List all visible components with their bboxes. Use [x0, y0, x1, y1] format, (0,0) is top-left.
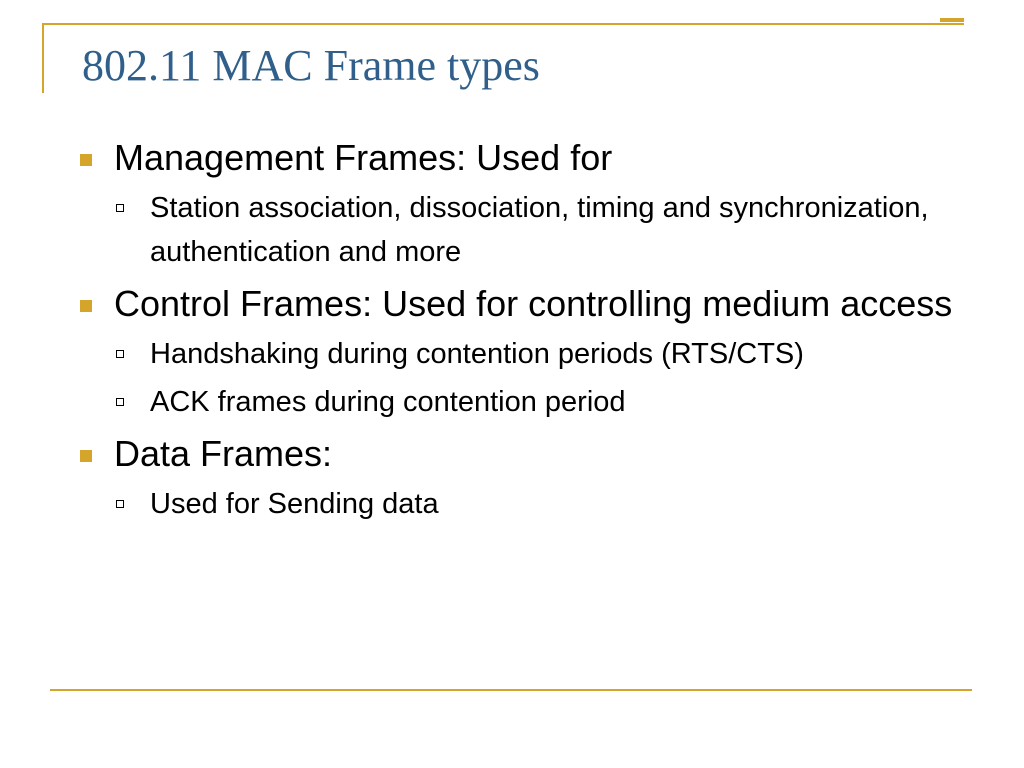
bullet-list	[72, 128, 1002, 526]
frame-bottom-line	[50, 689, 972, 691]
slide-title: 802.11 MAC Frame types	[82, 41, 540, 90]
sub-bullet-text: ACK frames during contention period	[150, 386, 626, 418]
square-bullet-icon	[80, 154, 92, 166]
frame-top-line	[42, 23, 964, 25]
bullet-management-frames	[72, 134, 1002, 182]
sub-bullet-text: Station association, dissociation, timing and synchronization, authentication and more	[150, 192, 929, 268]
sub-bullet-text: Used for Sending data	[150, 488, 439, 520]
hollow-square-bullet-icon	[116, 350, 124, 358]
bullet-control-frames	[72, 280, 1002, 328]
square-bullet-icon	[80, 300, 92, 312]
hollow-square-bullet-icon	[116, 204, 124, 212]
square-bullet-icon	[80, 450, 92, 462]
hollow-square-bullet-icon	[116, 398, 124, 406]
sub-bullet-station-association	[72, 186, 1002, 274]
bullet-text: Control Frames: Used for controlling medium access	[114, 283, 953, 324]
sub-bullet-ack-frames	[72, 380, 1002, 424]
sub-bullet-handshaking	[72, 332, 1002, 376]
frame-right-tick	[940, 18, 964, 22]
bullet-text: Data Frames:	[114, 433, 333, 474]
frame-left-line	[42, 23, 44, 93]
bullet-data-frames	[72, 430, 1002, 478]
sub-bullet-text: Handshaking during contention periods (RTS/CTS)	[150, 338, 804, 370]
bullet-text: Management Frames: Used for	[114, 137, 613, 178]
hollow-square-bullet-icon	[116, 500, 124, 508]
sub-bullet-sending-data	[72, 482, 1002, 526]
